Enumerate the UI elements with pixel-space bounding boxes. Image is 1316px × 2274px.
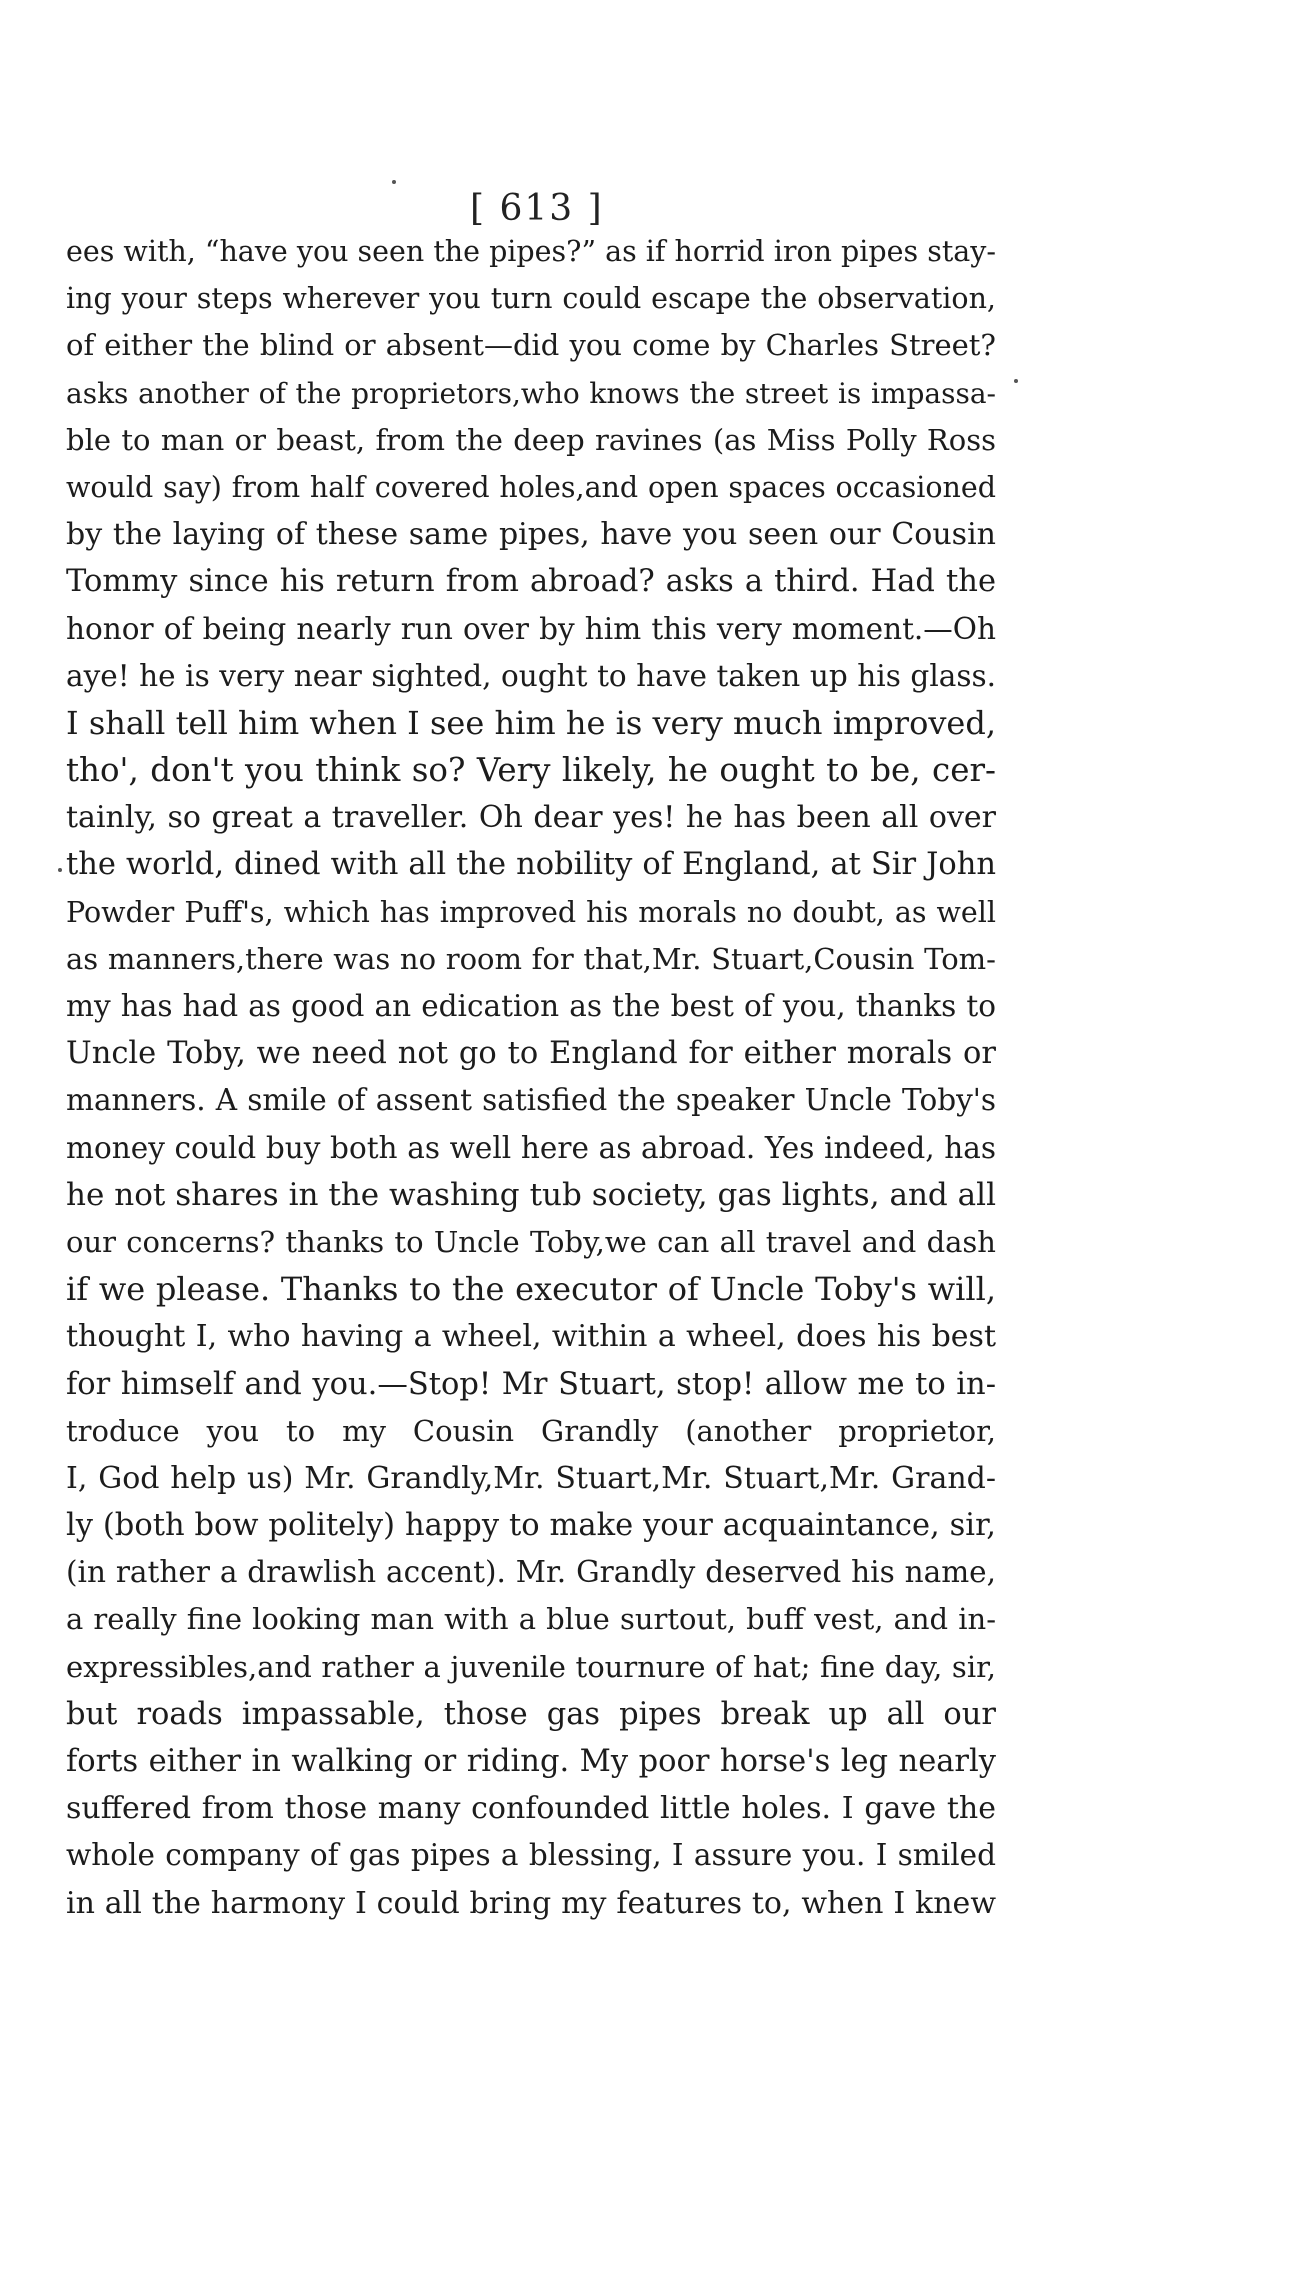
text-line: suffered from those many confounded little holes. I gave the [66,1791,996,1827]
text-line: for himself and you.—Stop! Mr Stuart, stop! allow me to in- [66,1366,996,1402]
text-line: manners. A smile of assent satisfied the speaker Uncle Toby's [66,1083,996,1118]
text-line: money could buy both as well here as abroad. Yes indeed, has [66,1130,996,1165]
text-line: I, God help us) Mr. Grandly,Mr. Stuart,Mr. Stuart,Mr. Grand- [66,1460,996,1496]
text-line: the world, dined with all the nobility of England, at Sir John [66,847,996,883]
text-line: ing your steps wherever you turn could escape the observation, [66,282,996,316]
text-line: as manners,there was no room for that,Mr. Stuart,Cousin Tom- [66,941,996,976]
page-number: [ 613 ] [470,188,604,229]
text-line: asks another of the proprietors,who knows the street is impassa- [66,376,996,410]
text-line: in all the harmony I could bring my features to, when I knew [66,1885,996,1921]
text-line: ly (both bow politely) happy to make your acquaintance, sir, [66,1508,996,1544]
text-line: (in rather a drawlish accent). Mr. Grandly deserved his name, [66,1555,996,1590]
text-line: Powder Puff's, which has improved his morals no doubt, as well [66,895,996,929]
text-line: thought I, who having a wheel, within a wheel, does his best [66,1319,996,1355]
text-line: Tommy since his return from abroad? asks a third. Had the [66,564,996,600]
ink-speck [392,180,396,184]
text-line: of either the blind or absent—did you come by Charles Street? [66,328,996,363]
text-line: he not shares in the washing tub society, gas lights, and all [66,1176,996,1213]
text-line: forts either in walking or riding. My poor horse's leg nearly [66,1744,996,1779]
text-line: if we please. Thanks to the executor of Uncle Toby's will, [66,1270,996,1309]
text-line: honor of being nearly run over by him this very moment.—Oh [66,611,996,646]
text-line: our concerns? thanks to Uncle Toby,we can all travel and dash [66,1224,996,1259]
text-line: my has had as good an edication as the best of you, thanks to [66,989,996,1023]
text-line: tho', don't you think so? Very likely, he ought to be, cer- [66,751,996,790]
text-line: by the laying of these same pipes, have you seen our Cousin [66,517,996,553]
text-line: would say) from half covered holes,and open spaces occasioned [66,470,996,504]
ink-speck [1014,379,1018,383]
text-line: tainly, so great a traveller. Oh dear yes! he has been all over [66,800,996,836]
text-line: aye! he is very near sighted, ought to have taken up his glass. [66,658,996,693]
text-line: troduce you to my Cousin Grandly (another proprietor, [66,1413,996,1448]
ink-speck [58,868,62,872]
text-line: whole company of gas pipes a blessing, I assure you. I smiled [66,1838,996,1873]
text-line: a really fine looking man with a blue surtout, buff vest, and in- [66,1602,996,1637]
text-line: ble to man or beast, from the deep ravines (as Miss Polly Ross [66,422,996,457]
text-line: Uncle Toby, we need not go to England for either morals or [66,1036,996,1072]
text-line: ees with, “have you seen the pipes?” as if horrid iron pipes stay- [66,235,996,268]
body-text [66,228,996,1927]
text-line: I shall tell him when I see him he is very much improved, [66,703,996,742]
text-line: expressibles,and rather a juvenile tournure of hat; fine day, sir, [66,1649,996,1684]
text-line: but roads impassable, those gas pipes break up all our [66,1696,996,1732]
